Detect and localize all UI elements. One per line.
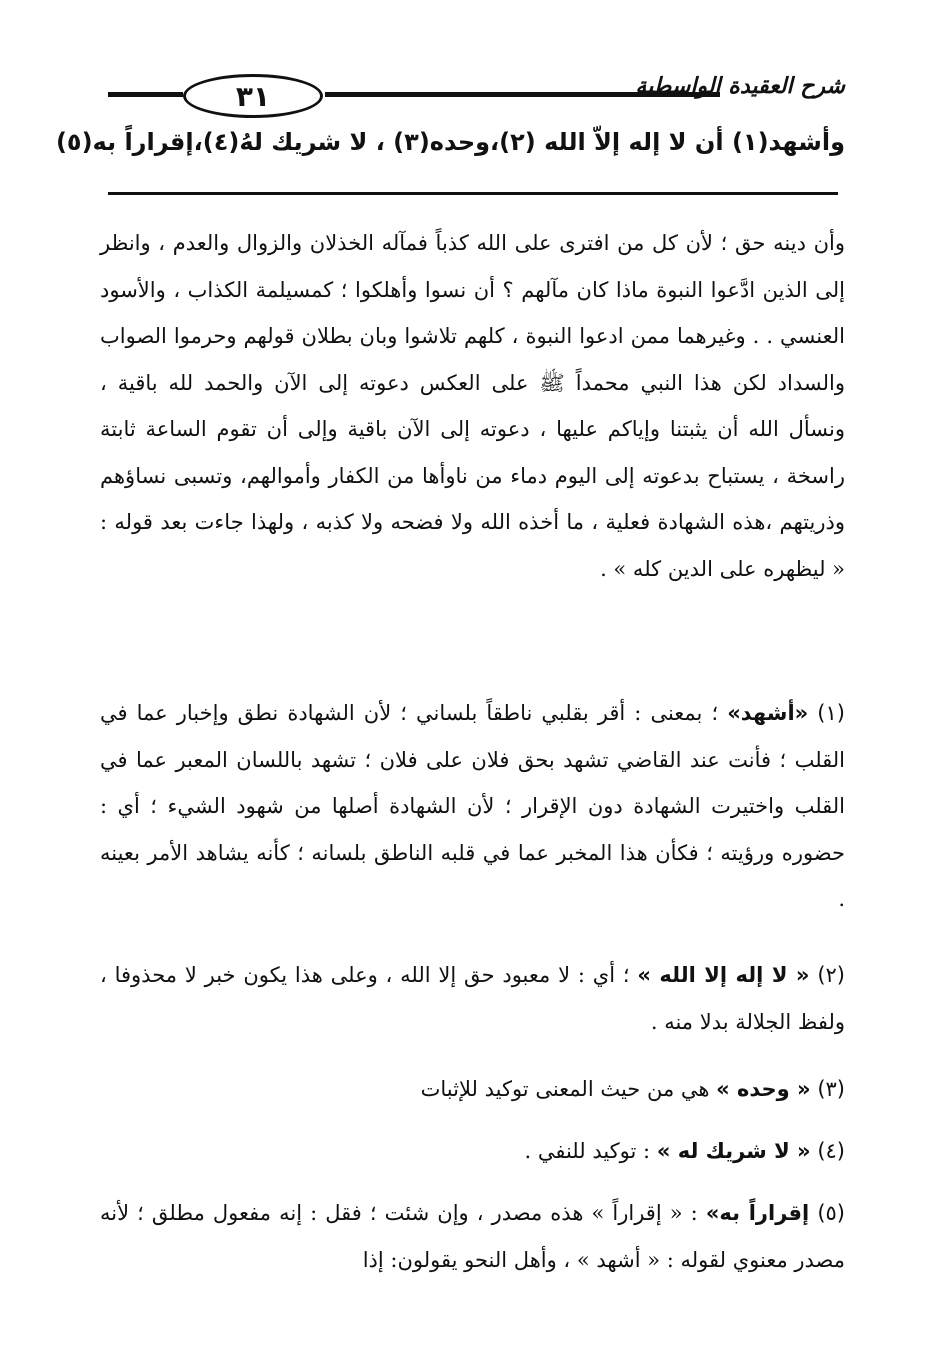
footnote-number: (٢) [817, 963, 845, 987]
footnote-text: : توكيد للنفي . [524, 1139, 651, 1163]
footnote-text: ؛ بمعنى : أقر بقلبي ناطقاً بلساني ؛ لأن الشهادة نطق وإخبار عما في القلب ؛ فأنت عند القاضي تشهد بحق فلان على فلان ؛ تشهد باللسان المعبر عما في القلب واختيرت الشهادة دون الإقرار ؛ لأن الشهادة أصلها من شهود الشيء ؛ أي : حضوره ورؤيته ؛ فكأن هذا المخبر عما في قلبه الناطق بلسانه ؛ كأنه يشاهد الأمر بعينه . [100, 701, 845, 911]
footnote-text: ؛ أي : لا معبود حق إلا الله ، وعلى هذا يكون خبر لا محذوفا ، ولفظ الجلالة بدلا منه . [100, 963, 845, 1034]
footnote-number: (٣) [817, 1077, 845, 1101]
footnote-text: هي من حيث المعنى توكيد للإثبات [420, 1077, 710, 1101]
header-rule-left [108, 92, 183, 97]
footnote-5 [100, 1190, 845, 1283]
matn-divider [108, 192, 838, 195]
footnote-1 [100, 690, 845, 923]
footnote-number: (١) [817, 701, 845, 725]
matn-text: وأشهد(١) أن لا إله إلاّ الله (٢)،وحده(٣) ، لا شريك لهُ(٤)،إقراراً به(٥) [55, 128, 845, 156]
footnote-2 [100, 952, 845, 1045]
commentary-paragraph: وأن دينه حق ؛ لأن كل من افترى على الله كذباً فمآله الخذلان والزوال والعدم ، وانظر إلى الذين ادَّعوا النبوة ماذا كان مآلهم ؟ أن نسوا وأهلكوا ؛ كمسيلمة الكذاب ، والأسود العنسي . . وغيرهما ممن ادعوا النبوة ، كلهم تلاشوا وبان بطلان قولهم وحرموا الصواب والسداد لكن هذا النبي محمداً ﷺ على العكس دعوته إلى الآن والحمد لله باقية ، ونسأل الله أن يثبتنا وإياكم عليها ، دعوته إلى الآن باقية وإلى أن تقوم الساعة ثابتة راسخة ، يستباح بدعوته إلى اليوم دماء من ناوأها من الكفار وأموالهم، وتسبى نساؤهم وذريتهم ،هذه الشهادة فعلية ، ما أخذه الله ولا فضحه ولا كذبه ، ولهذا جاءت بعد قوله : « ليظهره على الدين كله » . [100, 231, 845, 581]
footnote-term: «أشهد» [727, 701, 809, 725]
footnote-number: (٤) [817, 1139, 845, 1163]
page-number: ٣١ [183, 74, 323, 118]
running-title: شرح العقيدة الواسطية [635, 74, 845, 99]
footnote-term: إقراراً به» [705, 1201, 810, 1225]
footnote-4 [100, 1128, 845, 1175]
footnote-text: : « إقراراً » هذه مصدر ، وإن شئت ؛ فقل : إنه مفعول مطلق ؛ لأنه مصدر معنوي لقوله : « أشهد » ، وأهل النحو يقولون: إذا [100, 1201, 845, 1272]
page-header [100, 62, 845, 122]
footnote-term: « لا شريك له » [656, 1139, 811, 1163]
footnote-term: « لا إله إلا الله » [637, 963, 810, 987]
footnote-number: (٥) [817, 1201, 845, 1225]
footnote-term: « وحده » [716, 1077, 811, 1101]
footnote-3 [100, 1066, 845, 1113]
